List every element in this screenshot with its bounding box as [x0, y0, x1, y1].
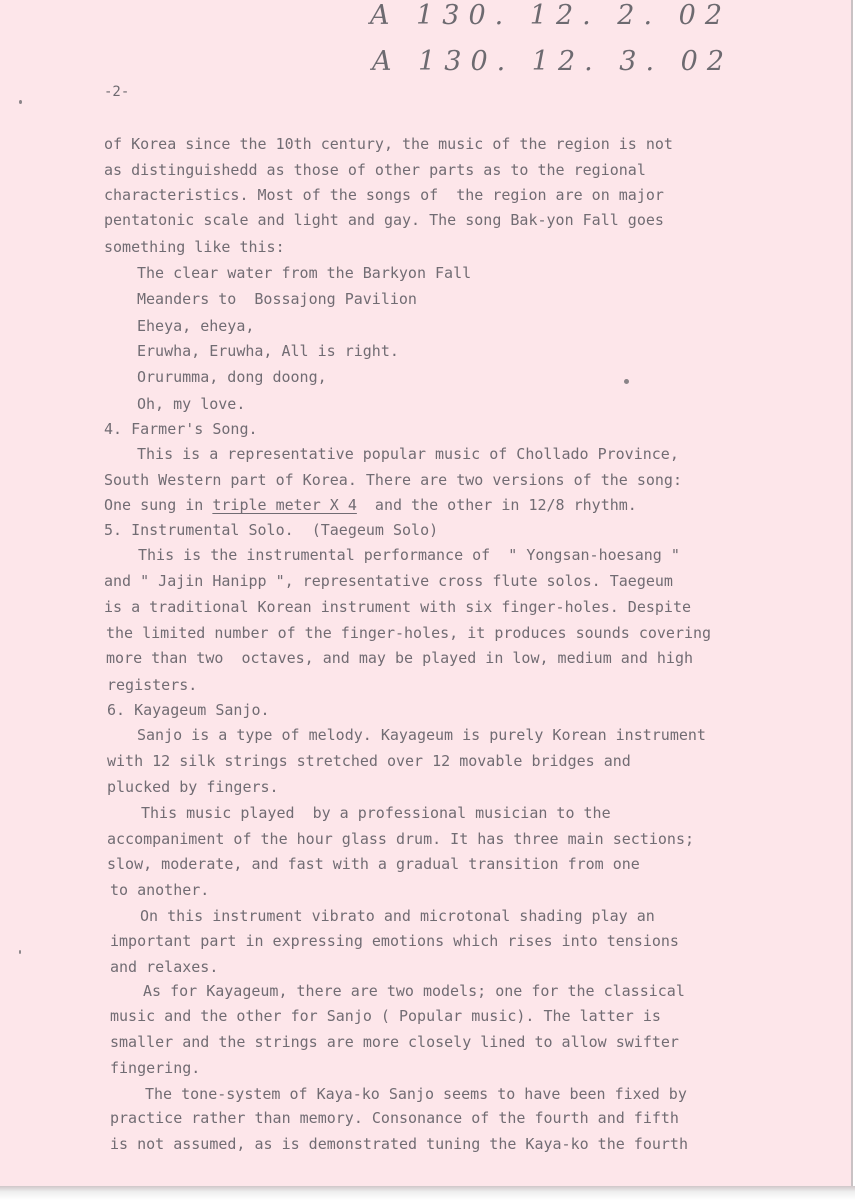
- text-line: [107, 701, 270, 719]
- text-line: [137, 395, 245, 413]
- text-line: [137, 368, 327, 386]
- text-line: [140, 907, 655, 925]
- text-line: [141, 804, 611, 822]
- text-line: [110, 1135, 688, 1153]
- text-segment: is not assumed, as is demonstrated tuning the Kaya-ko the fourth: [110, 1135, 688, 1153]
- text-segment: something like this:: [104, 238, 285, 256]
- text-line: [104, 496, 637, 514]
- paper-speck: [19, 950, 21, 954]
- text-line: [104, 186, 664, 204]
- text-line: [110, 1109, 679, 1127]
- text-segment: fingering.: [110, 1059, 201, 1077]
- text-line: [137, 317, 254, 335]
- text-segment: On this instrument vibrato and microtonal shading play an: [140, 907, 655, 925]
- text-line: [104, 420, 258, 438]
- underlined-phrase: triple meter X 4: [212, 496, 357, 514]
- text-segment: of Korea since the 10th century, the music of the region is not: [104, 135, 673, 153]
- text-segment: smaller and the strings are more closely lined to allow swifter: [110, 1033, 679, 1051]
- text-segment: 6. Kayageum Sanjo.: [107, 701, 270, 719]
- text-line: [110, 1007, 661, 1025]
- text-segment: and the other in 12/8 rhythm.: [356, 496, 637, 514]
- text-line: [106, 649, 693, 667]
- text-segment: practice rather than memory. Consonance of the fourth and fifth: [110, 1109, 679, 1127]
- text-segment: characteristics. Most of the songs of the region are on major: [104, 186, 664, 204]
- text-segment: This is the instrumental performance of " Yongsan-hoesang ": [138, 546, 680, 564]
- text-line: [143, 982, 685, 1000]
- text-line: [110, 958, 218, 976]
- text-line: [137, 290, 417, 308]
- text-line: [138, 546, 680, 564]
- text-segment: As for Kayageum, there are two models; one for the classical: [143, 982, 685, 1000]
- text-line: [104, 135, 673, 153]
- text-segment: The tone-system of Kaya-ko Sanjo seems to have been fixed by: [145, 1085, 687, 1103]
- text-line: [104, 471, 682, 489]
- text-segment: Meanders to Bossajong Pavilion: [137, 290, 417, 308]
- text-segment: as distinguishedd as those of other parts as to the regional: [104, 161, 646, 179]
- text-line: [110, 1059, 200, 1077]
- page-number: -2-: [104, 84, 130, 100]
- paper-speck: [19, 100, 22, 104]
- scan-bottom-edge: [0, 1186, 855, 1200]
- text-segment: and relaxes.: [110, 958, 219, 976]
- text-line: [104, 161, 646, 179]
- text-segment: to another.: [110, 881, 210, 899]
- text-segment: is a traditional Korean instrument with six finger-holes. Despite: [104, 598, 691, 616]
- handwritten-archive-code-2: A 130. 12. 3. 02: [372, 46, 734, 77]
- text-segment: with 12 silk strings stretched over 12 movable bridges and: [107, 752, 631, 770]
- text-segment: plucked by fingers.: [107, 778, 279, 796]
- text-segment: Eruwha, Eruwha, All is right.: [137, 342, 399, 360]
- text-line: [107, 752, 631, 770]
- text-line: [137, 726, 706, 744]
- paper-speck: [624, 379, 629, 384]
- text-segment: more than two octaves, and may be played in low, medium and high: [106, 649, 693, 667]
- text-line: [107, 676, 197, 694]
- text-line: [145, 1085, 687, 1103]
- text-segment: One sung in: [104, 496, 213, 514]
- text-line: [106, 624, 711, 642]
- text-line: [137, 264, 471, 282]
- text-line: [104, 238, 285, 256]
- text-segment: South Western part of Korea. There are two versions of the song:: [104, 471, 682, 489]
- text-line: [110, 881, 209, 899]
- text-segment: and " Jajin Hanipp ", representative cross flute solos. Taegeum: [104, 572, 673, 590]
- text-line: [110, 1033, 679, 1051]
- text-line: [137, 445, 679, 463]
- text-line: [107, 778, 279, 796]
- text-segment: This is a representative popular music of Chollado Province,: [137, 445, 679, 463]
- text-line: [104, 598, 691, 616]
- text-segment: Eheya, eheya,: [137, 317, 255, 335]
- text-segment: slow, moderate, and fast with a gradual transition from one: [107, 855, 640, 873]
- text-segment: This music played by a professional musician to the: [141, 804, 611, 822]
- text-segment: important part in expressing emotions which rises into tensions: [110, 932, 679, 950]
- text-segment: the limited number of the finger-holes, it produces sounds covering: [106, 624, 712, 642]
- text-segment: Oh, my love.: [137, 395, 246, 413]
- handwritten-archive-code-1: A 130. 12. 2. 02: [370, 0, 732, 31]
- text-line: [110, 932, 679, 950]
- text-line: [107, 855, 640, 873]
- text-segment: music and the other for Sanjo ( Popular music). The latter is: [110, 1007, 661, 1025]
- text-segment: Sanjo is a type of melody. Kayageum is purely Korean instrument: [137, 726, 706, 744]
- text-line: [104, 572, 673, 590]
- text-segment: The clear water from the Barkyon Fall: [137, 264, 472, 282]
- text-segment: pentatonic scale and light and gay. The song Bak-yon Fall goes: [104, 211, 664, 229]
- text-line: [104, 211, 664, 229]
- text-segment: Orurumma, dong doong,: [137, 368, 327, 386]
- text-segment: 4. Farmer's Song.: [104, 420, 258, 438]
- text-segment: 5. Instrumental Solo. (Taegeum Solo): [104, 521, 439, 539]
- text-line: [104, 521, 438, 539]
- text-segment: registers.: [107, 676, 198, 694]
- text-line: [137, 342, 399, 360]
- text-line: [107, 830, 694, 848]
- text-segment: accompaniment of the hour glass drum. It has three main sections;: [107, 830, 694, 848]
